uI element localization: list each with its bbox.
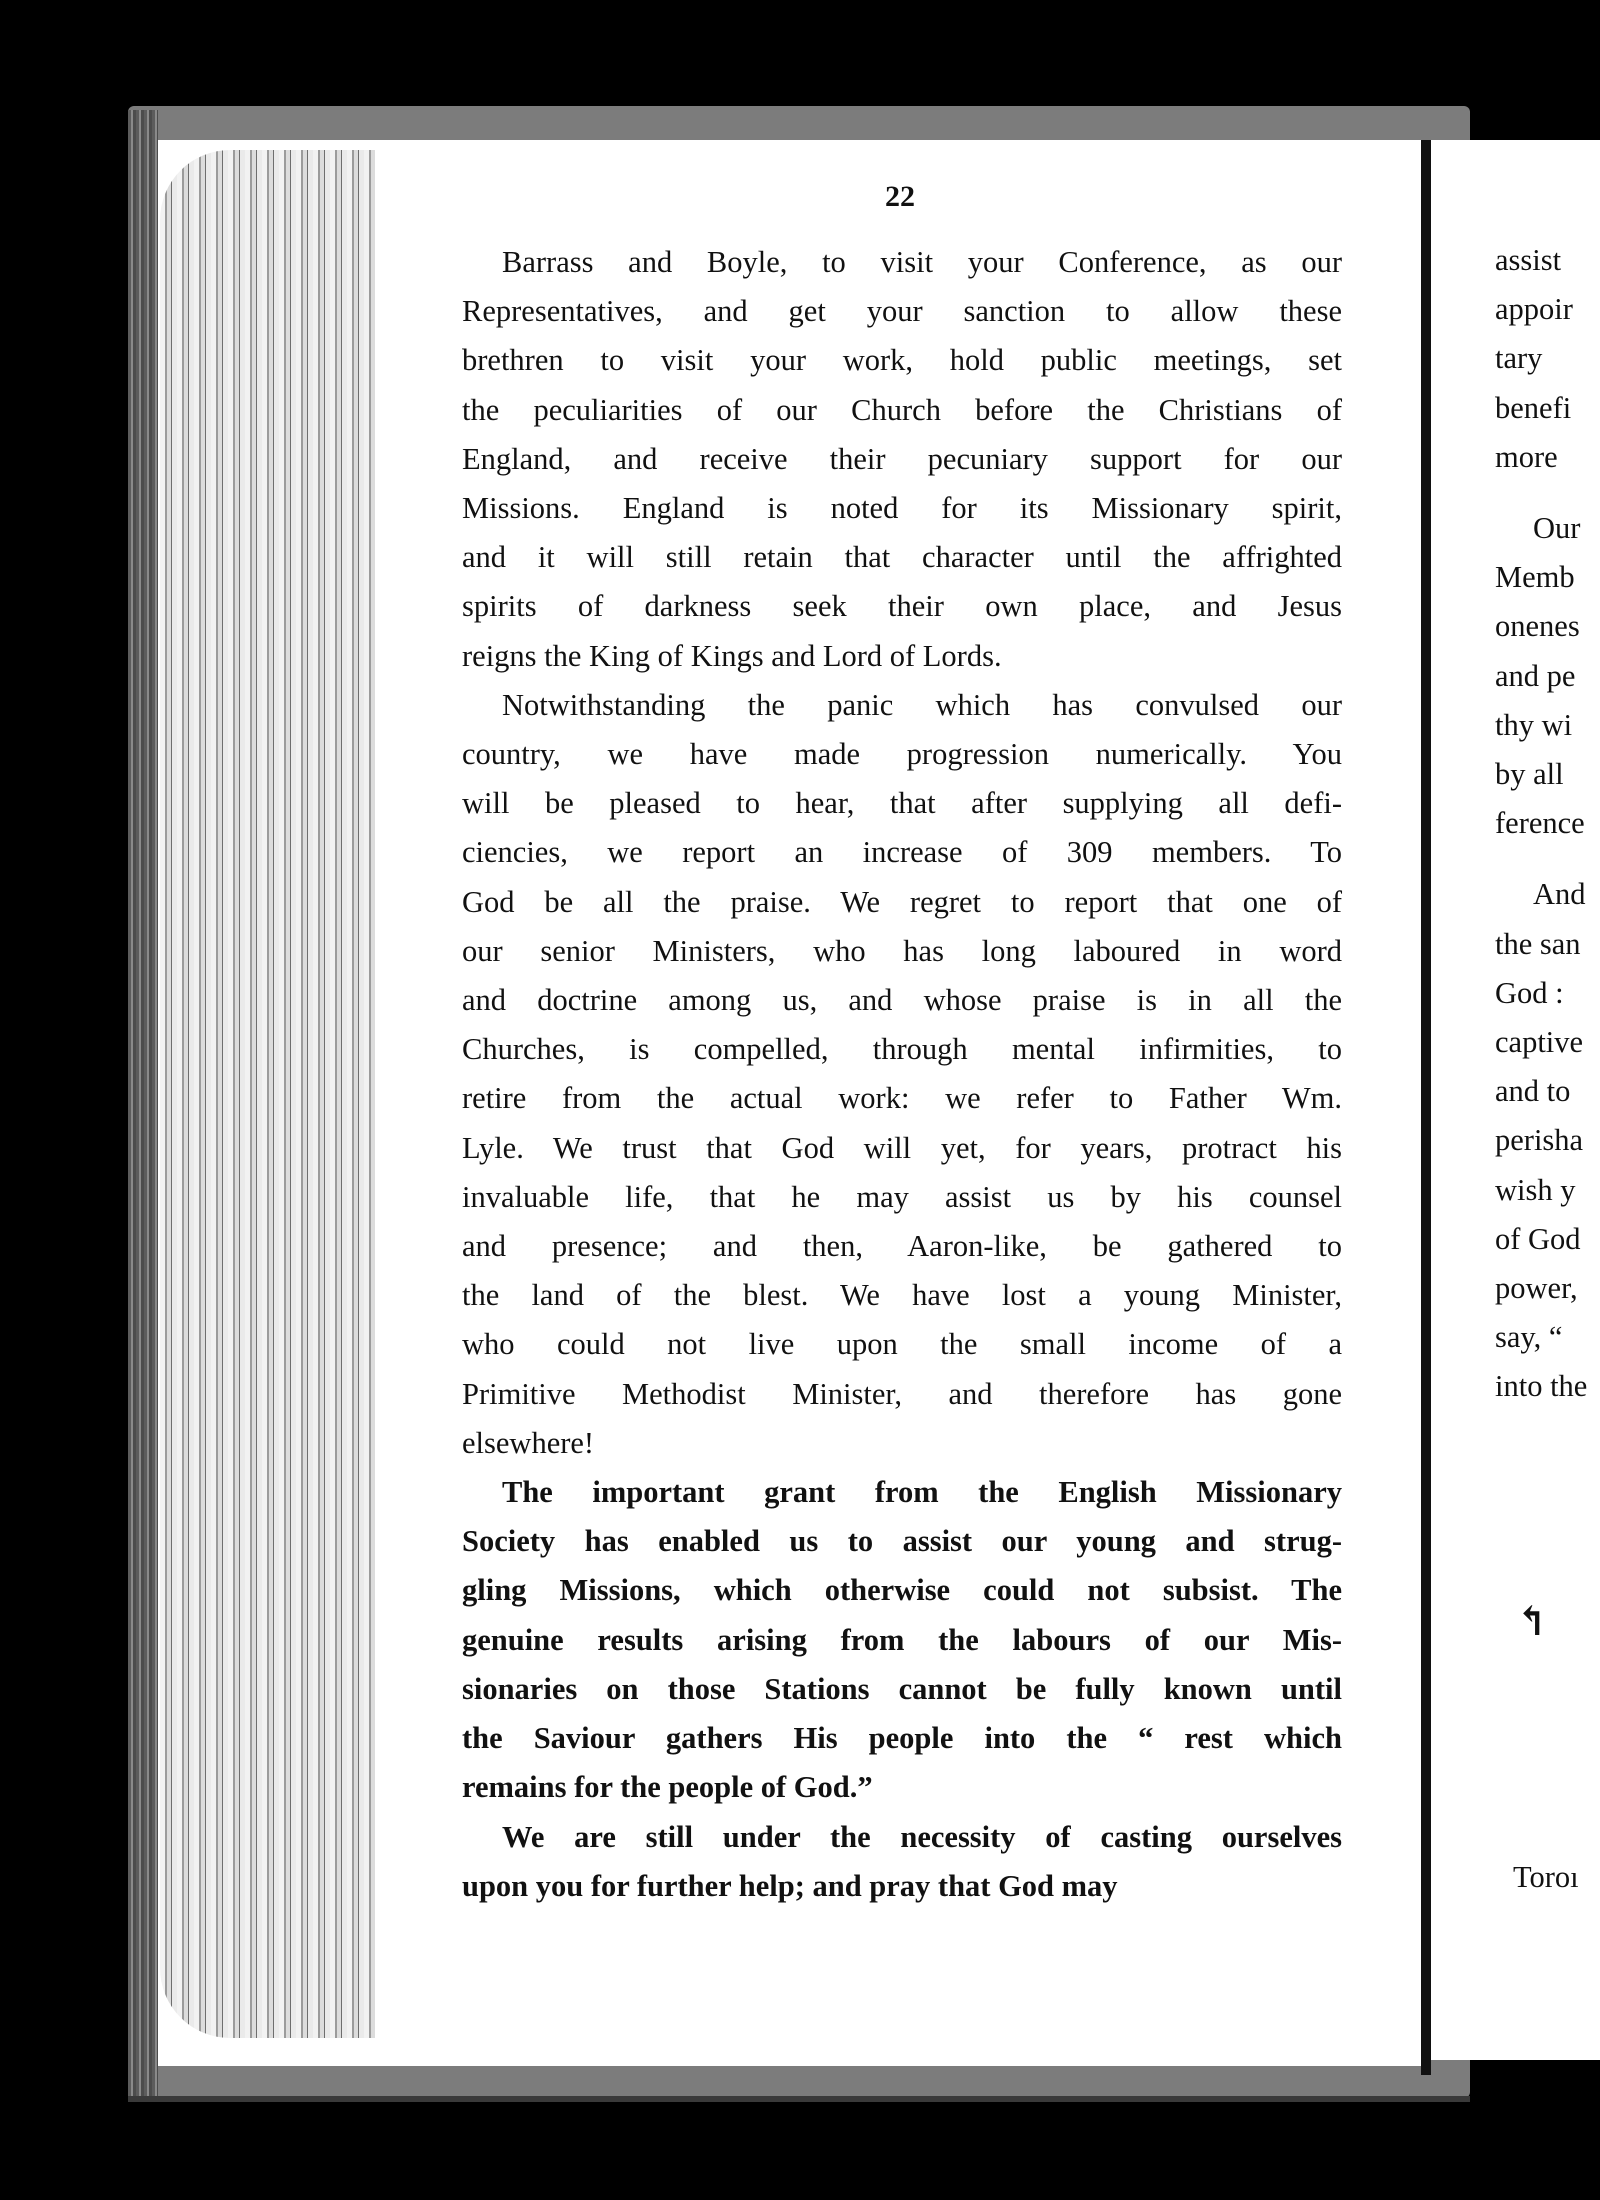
right-page-line: and pe [1495, 658, 1576, 693]
right-page-line: onenes [1495, 609, 1580, 644]
text-line: gling Missions, which otherwise could not subsist. The [462, 1573, 1342, 1608]
right-page-line: into the [1495, 1369, 1588, 1404]
right-page-line: tary [1495, 341, 1543, 376]
text-line: Primitive Methodist Minister, and therefore has gone [462, 1376, 1342, 1411]
text-line: Barrass and Boyle, to visit your Conference, as our [502, 245, 1342, 279]
page-stack-edges [160, 150, 375, 2038]
right-page [1431, 140, 1600, 2060]
text-line: Churches, is compelled, through mental infirmities, to [462, 1032, 1342, 1067]
text-line: genuine results arising from the labours of our Mis- [462, 1622, 1342, 1657]
text-line: and presence; and then, Aaron-like, be gathered to [462, 1229, 1342, 1264]
text-line: our senior Ministers, who has long laboured in word [462, 933, 1342, 968]
right-page-line: God : [1495, 975, 1564, 1010]
text-line: the Saviour gathers His people into the “ rest which [462, 1721, 1342, 1756]
right-page-line: and to [1495, 1074, 1571, 1109]
text-line: Representatives, and get your sanction to allow these [462, 294, 1342, 329]
text-line: country, we have made progression numerically. You [462, 737, 1342, 772]
text-line: brethren to visit your work, hold public meetings, set [462, 343, 1342, 378]
text-line: remains for the people of God.” [462, 1770, 873, 1805]
right-page-line: thy wi [1495, 707, 1573, 742]
text-line: England, and receive their pecuniary support for our [462, 441, 1342, 476]
text-line: retire from the actual work: we refer to Father Wm. [462, 1081, 1342, 1116]
paragraph [462, 1468, 1342, 1812]
paragraph [462, 1813, 1342, 1911]
right-page-line: more [1495, 439, 1558, 474]
right-page-line: by all [1495, 757, 1564, 792]
text-line: upon you for further help; and pray that God may [462, 1868, 1118, 1903]
right-page-line: say, “ [1495, 1320, 1563, 1355]
text-line: Lyle. We trust that God will yet, for years, protract his [462, 1130, 1342, 1165]
text-line: will be pleased to hear, that after supplying all defi- [462, 786, 1342, 821]
book-gutter [1421, 140, 1431, 2075]
right-page-line: appoir [1495, 292, 1573, 327]
right-page-line: benefi [1495, 390, 1572, 425]
right-page-line: ference [1495, 806, 1585, 841]
text-line: elsewhere! [462, 1425, 595, 1460]
text-line: the peculiarities of our Church before the Christians of [462, 392, 1342, 427]
right-page-line: perisha [1495, 1123, 1584, 1158]
page-body [462, 238, 1342, 1911]
text-line: sionaries on those Stations cannot be fully known until [462, 1671, 1342, 1706]
right-page-line: power, [1495, 1271, 1578, 1306]
text-line: Notwithstanding the panic which has convulsed our [502, 687, 1342, 722]
text-line: ciencies, we report an increase of 309 members. To [462, 835, 1342, 870]
paragraph [462, 238, 1342, 681]
text-line: and it will still retain that character until the affrighted [462, 540, 1342, 575]
paragraph [462, 681, 1342, 1468]
text-line: We are still under the necessity of casting ourselves [502, 1819, 1342, 1854]
text-line: reigns the King of Kings and Lord of Lords. [462, 638, 1002, 673]
right-page-line: of God [1495, 1221, 1581, 1256]
right-page-line: wish y [1495, 1172, 1576, 1207]
right-page-body [1495, 236, 1600, 1412]
book-bottom-edge [128, 2096, 1470, 2102]
page-number: 22 [885, 180, 915, 213]
left-page [380, 142, 1420, 2062]
text-line: The important grant from the English Missionary [502, 1475, 1342, 1510]
right-page-line: Our [1533, 511, 1581, 546]
text-line: spirits of darkness seek their own place, and Jesus [462, 589, 1342, 624]
text-line: God be all the praise. We regret to report that one of [462, 884, 1342, 919]
paragraph-gap [1495, 848, 1600, 870]
text-line: invaluable life, that he may assist us by his counsel [462, 1179, 1342, 1214]
right-page-line: And [1533, 877, 1586, 912]
right-page-footer: Toroı [1513, 1860, 1579, 1894]
text-line: Missions. England is noted for its Missionary spirit, [462, 491, 1342, 526]
right-page-line: Memb [1495, 560, 1575, 595]
paragraph-gap [1495, 482, 1600, 504]
text-line: Society has enabled us to assist our young and strug- [462, 1524, 1342, 1559]
right-page-line: captive [1495, 1025, 1584, 1060]
text-line: who could not live upon the small income of a [462, 1327, 1342, 1362]
text-line: and doctrine among us, and whose praise is in all the [462, 983, 1342, 1018]
cover-cloth-edge [128, 110, 158, 2096]
right-page-line: assist [1495, 243, 1562, 277]
right-page-line: the san [1495, 926, 1581, 961]
ink-mark-icon: ↰ [1515, 1599, 1549, 1644]
text-line: the land of the blest. We have lost a young Minister, [462, 1278, 1342, 1313]
